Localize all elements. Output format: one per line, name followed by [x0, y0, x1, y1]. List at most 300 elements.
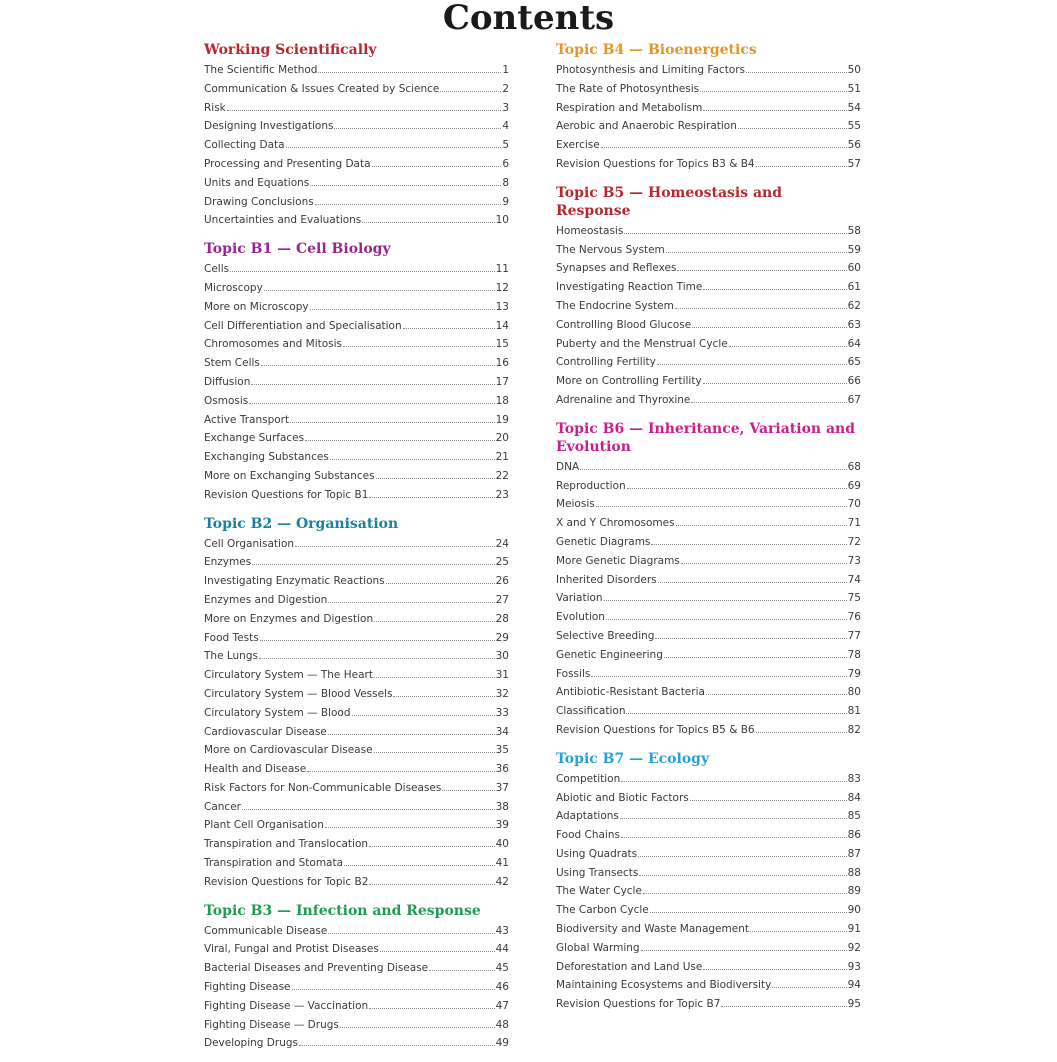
contents-entry [204, 704, 509, 723]
contents-entry [556, 789, 861, 808]
dot-leader [362, 222, 494, 223]
contents-entry [556, 627, 861, 646]
dot-leader [374, 621, 495, 622]
contents-entry [556, 683, 861, 702]
entry-page-number: 71 [847, 517, 861, 530]
dot-leader [369, 1008, 494, 1009]
entry-page-number: 12 [495, 281, 509, 294]
contents-entry [556, 845, 861, 864]
dot-leader [621, 837, 847, 838]
dot-leader [227, 110, 502, 111]
entry-page-number: 13 [495, 300, 509, 313]
contents-entry [204, 354, 509, 373]
dot-leader [334, 128, 501, 129]
contents-section [556, 40, 861, 174]
contents-section [556, 749, 861, 1014]
entry-page-number: 38 [495, 800, 509, 813]
entry-title: Chromosomes and Mitosis [204, 338, 343, 351]
contents-entry [204, 1016, 509, 1035]
contents-section [204, 239, 509, 504]
dot-leader [325, 827, 495, 828]
contents-entry [556, 477, 861, 496]
dot-leader [442, 790, 494, 791]
entry-page-number: 31 [495, 669, 509, 682]
contents-entry [204, 760, 509, 779]
dot-leader [340, 1027, 495, 1028]
dot-leader [691, 402, 846, 403]
entry-title: Biodiversity and Waste Management [556, 923, 749, 936]
entry-title: Collecting Data [204, 139, 285, 152]
entry-page-number: 2 [502, 82, 509, 95]
entry-page-number: 35 [495, 744, 509, 757]
entry-title: DNA [556, 460, 580, 473]
entry-page-number: 44 [495, 943, 509, 956]
entry-page-number: 29 [495, 631, 509, 644]
entry-title: Evolution [556, 611, 605, 624]
contents-entry [204, 629, 509, 648]
entry-title: More on Cardiovascular Disease [204, 744, 373, 757]
dot-leader [700, 91, 847, 92]
entry-page-number: 39 [495, 819, 509, 832]
entry-title: Microscopy [204, 281, 263, 294]
entry-page-number: 32 [495, 687, 509, 700]
entry-page-number: 84 [847, 791, 861, 804]
dot-leader [264, 290, 495, 291]
entry-title: Transpiration and Translocation [204, 838, 369, 851]
entry-title: The Lungs [204, 650, 258, 663]
contents-entry [204, 591, 509, 610]
entry-page-number: 9 [502, 195, 509, 208]
dot-leader [643, 893, 847, 894]
entry-title: Communication & Issues Created by Science [204, 82, 440, 95]
dot-leader [260, 640, 495, 641]
dot-leader [703, 383, 847, 384]
contents-entry [204, 136, 509, 155]
contents-entry [204, 685, 509, 704]
section-heading: Topic B4 — Bioenergetics [556, 42, 757, 58]
contents-entry [556, 665, 861, 684]
contents-entry [556, 958, 861, 977]
entry-title: Circulatory System — Blood Vessels [204, 687, 393, 700]
entry-title: Using Quadrats [556, 847, 638, 860]
dot-leader [706, 694, 847, 695]
entry-page-number: 73 [847, 554, 861, 567]
dot-leader [676, 525, 847, 526]
contents-entry [556, 702, 861, 721]
dot-leader [601, 147, 847, 148]
entry-page-number: 83 [847, 772, 861, 785]
dot-leader [374, 752, 495, 753]
entry-title: Designing Investigations [204, 120, 334, 133]
contents-entry [556, 826, 861, 845]
entry-title: Plant Cell Organisation [204, 819, 324, 832]
contents-entry [556, 353, 861, 372]
entry-title: Fossils [556, 667, 591, 680]
entry-title: Fighting Disease — Vaccination [204, 999, 369, 1012]
entry-title: Osmosis [204, 394, 249, 407]
dot-leader [369, 497, 494, 498]
contents-entry [204, 80, 509, 99]
contents-entry [204, 553, 509, 572]
contents-entry [204, 211, 509, 230]
contents-entry [204, 854, 509, 873]
dot-leader [641, 950, 847, 951]
contents-entry [556, 222, 861, 241]
dot-leader [315, 204, 502, 205]
dot-leader [328, 602, 494, 603]
contents-section [204, 40, 509, 230]
entry-page-number: 95 [847, 998, 861, 1011]
entry-title: More Genetic Diagrams [556, 554, 680, 567]
entry-title: The Water Cycle [556, 885, 642, 898]
entry-title: Aerobic and Anaerobic Respiration [556, 120, 737, 133]
entry-page-number: 74 [847, 573, 861, 586]
dot-leader [772, 987, 846, 988]
contents-entry [204, 610, 509, 629]
entry-page-number: 94 [847, 979, 861, 992]
dot-leader [651, 544, 846, 545]
entry-page-number: 21 [495, 451, 509, 464]
entry-page-number: 42 [495, 875, 509, 888]
dot-leader [307, 771, 494, 772]
entry-title: Using Transects [556, 866, 639, 879]
entry-title: Genetic Diagrams [556, 535, 651, 548]
dot-leader [286, 147, 502, 148]
entry-title: Cell Differentiation and Specialisation [204, 319, 402, 332]
dot-leader [369, 884, 494, 885]
entry-title: Adrenaline and Thyroxine [556, 393, 691, 406]
contents-entry [556, 721, 861, 740]
contents-entry [204, 61, 509, 80]
dot-leader [230, 271, 495, 272]
contents-entry [204, 260, 509, 279]
contents-entry [204, 467, 509, 486]
contents-entry [556, 61, 861, 80]
entry-page-number: 79 [847, 667, 861, 680]
entry-title: Transpiration and Stomata [204, 857, 344, 870]
entry-page-number: 25 [495, 556, 509, 569]
contents-entry [556, 864, 861, 883]
dot-leader [620, 818, 847, 819]
entry-title: Cells [204, 263, 230, 276]
entry-title: Risk Factors for Non-Communicable Diseases [204, 781, 442, 794]
entry-page-number: 41 [495, 857, 509, 870]
dot-leader [746, 72, 847, 73]
contents-entry [204, 335, 509, 354]
entry-title: Revision Questions for Topic B1 [204, 488, 369, 501]
entry-page-number: 40 [495, 838, 509, 851]
entry-title: Meiosis [556, 498, 595, 511]
entry-page-number: 66 [847, 375, 861, 388]
entry-title: The Endocrine System [556, 299, 674, 312]
entry-page-number: 16 [495, 357, 509, 370]
entry-title: Inherited Disorders [556, 573, 657, 586]
contents-section [556, 183, 861, 410]
entry-page-number: 10 [495, 214, 509, 227]
entry-title: Genetic Engineering [556, 648, 663, 661]
entry-page-number: 8 [502, 176, 509, 189]
contents-entry [556, 80, 861, 99]
entry-title: Reproduction [556, 479, 626, 492]
dot-leader [666, 252, 847, 253]
dot-leader [251, 384, 494, 385]
dot-leader [639, 875, 846, 876]
dot-leader [252, 564, 494, 565]
contents-entry [204, 193, 509, 212]
contents-entry [556, 589, 861, 608]
entry-page-number: 81 [847, 705, 861, 718]
entry-title: Classification [556, 705, 626, 718]
dot-leader [295, 546, 495, 547]
dot-leader [261, 365, 495, 366]
dot-leader [657, 364, 847, 365]
entry-title: Cardiovascular Disease [204, 725, 327, 738]
entry-page-number: 64 [847, 337, 861, 350]
dot-leader [681, 563, 847, 564]
entry-page-number: 36 [495, 763, 509, 776]
contents-entry [556, 514, 861, 533]
entry-page-number: 86 [847, 829, 861, 842]
entry-page-number: 87 [847, 847, 861, 860]
entry-page-number: 60 [847, 262, 861, 275]
entry-page-number: 92 [847, 941, 861, 954]
entry-page-number: 51 [847, 82, 861, 95]
entry-page-number: 68 [847, 460, 861, 473]
entry-title: Uncertainties and Evaluations [204, 214, 362, 227]
entry-title: Drawing Conclusions [204, 195, 314, 208]
dot-leader [305, 440, 495, 441]
contents-entry [556, 278, 861, 297]
entry-title: Respiration and Metabolism [556, 101, 703, 114]
section-heading: Topic B6 — Inheritance, Variation and Evolution [556, 420, 856, 455]
contents-entry [556, 807, 861, 826]
dot-leader [692, 327, 846, 328]
entry-page-number: 47 [495, 999, 509, 1012]
contents-entry [556, 571, 861, 590]
contents-entry [204, 535, 509, 554]
entry-page-number: 45 [495, 962, 509, 975]
dot-leader [299, 1045, 495, 1046]
entry-page-number: 1 [502, 64, 509, 76]
entry-title: Communicable Disease [204, 924, 328, 937]
section-heading: Topic B5 — Homeostasis and Response [556, 184, 783, 219]
entry-page-number: 56 [847, 139, 861, 152]
entry-title: Maintaining Ecosystems and Biodiversity [556, 979, 772, 992]
dot-leader [343, 346, 495, 347]
contents-entry [556, 976, 861, 995]
entry-title: Food Tests [204, 631, 259, 644]
dot-leader [703, 110, 846, 111]
dot-leader [318, 72, 501, 73]
entry-title: Investigating Enzymatic Reactions [204, 575, 385, 588]
entry-page-number: 69 [847, 479, 861, 492]
section-heading: Topic B1 — Cell Biology [204, 241, 391, 258]
dot-leader [372, 166, 502, 167]
contents-entry [204, 174, 509, 193]
entry-page-number: 48 [495, 1018, 509, 1031]
contents-entry [204, 723, 509, 742]
entry-title: Revision Questions for Topics B5 & B6 [556, 723, 755, 736]
dot-leader [675, 308, 847, 309]
entry-page-number: 82 [847, 723, 861, 736]
contents-entry [204, 486, 509, 505]
entry-title: Enzymes [204, 556, 252, 569]
entry-page-number: 22 [495, 469, 509, 482]
entry-title: More on Enzymes and Digestion [204, 612, 374, 625]
entry-title: Cancer [204, 800, 241, 813]
contents-column-left [204, 40, 509, 1062]
dot-leader [638, 856, 847, 857]
entry-page-number: 37 [495, 781, 509, 794]
entry-title: Photosynthesis and Limiting Factors [556, 64, 746, 76]
dot-leader [655, 638, 846, 639]
entry-title: Exercise [556, 139, 600, 152]
entry-page-number: 55 [847, 120, 861, 133]
dot-leader [310, 309, 495, 310]
entry-page-number: 17 [495, 375, 509, 388]
contents-entry [556, 391, 861, 410]
entry-page-number: 5 [502, 139, 509, 152]
entry-title: Selective Breeding [556, 629, 655, 642]
section-heading: Topic B2 — Organisation [204, 515, 399, 532]
entry-title: Processing and Presenting Data [204, 157, 371, 170]
dot-leader [606, 619, 847, 620]
entry-page-number: 49 [495, 1037, 509, 1050]
contents-entry [556, 259, 861, 278]
contents-entry [204, 940, 509, 959]
dot-leader [721, 1006, 846, 1007]
entry-page-number: 78 [847, 648, 861, 661]
dot-leader [626, 713, 846, 714]
dot-leader [369, 846, 495, 847]
dot-leader [242, 809, 495, 810]
dot-leader [621, 781, 846, 782]
entry-page-number: 19 [495, 413, 509, 426]
contents-entry [204, 117, 509, 136]
entry-title: Enzymes and Digestion [204, 593, 328, 606]
entry-title: Fighting Disease — Drugs [204, 1018, 339, 1031]
contents-entry [556, 372, 861, 391]
dot-leader [604, 600, 847, 601]
entry-title: More on Microscopy [204, 300, 309, 313]
contents-entry [204, 392, 509, 411]
entry-title: Revision Questions for Topics B3 & B4 [556, 157, 755, 170]
contents-entry [204, 816, 509, 835]
dot-leader [290, 422, 495, 423]
contents-entry [204, 373, 509, 392]
dot-leader [352, 715, 495, 716]
dot-leader [596, 506, 847, 507]
contents-entry [556, 458, 861, 477]
entry-title: Deforestation and Land Use [556, 960, 703, 973]
entry-page-number: 23 [495, 488, 509, 501]
entry-title: Diffusion [204, 375, 251, 388]
entry-title: Variation [556, 592, 603, 605]
entry-title: Cell Organisation [204, 537, 295, 550]
entry-page-number: 62 [847, 299, 861, 312]
contents-entry [204, 411, 509, 430]
section-heading: Topic B3 — Infection and Response [204, 902, 481, 919]
section-heading: Working Scientifically [204, 42, 377, 58]
contents-entry [204, 873, 509, 892]
entry-page-number: 46 [495, 981, 509, 994]
entry-title: Investigating Reaction Time [556, 281, 703, 294]
dot-leader [729, 346, 847, 347]
entry-page-number: 30 [495, 650, 509, 663]
entry-page-number: 26 [495, 575, 509, 588]
contents-entry [556, 155, 861, 174]
dot-leader [690, 800, 847, 801]
contents-entry [556, 608, 861, 627]
dot-leader [393, 696, 494, 697]
entry-title: Health and Disease [204, 763, 307, 776]
contents-entry [556, 552, 861, 571]
entry-title: Bacterial Diseases and Preventing Disease [204, 962, 429, 975]
dot-leader [703, 969, 846, 970]
dot-leader [374, 677, 495, 678]
entry-title: More on Controlling Fertility [556, 375, 702, 388]
entry-page-number: 57 [847, 157, 861, 170]
contents-entry [204, 997, 509, 1016]
dot-leader [750, 931, 847, 932]
entry-page-number: 6 [502, 157, 509, 170]
dot-leader [677, 270, 846, 271]
entry-title: X and Y Chromosomes [556, 517, 675, 530]
contents-entry [204, 978, 509, 997]
entry-title: Active Transport [204, 413, 290, 426]
contents-column-right [556, 40, 861, 1023]
entry-page-number: 88 [847, 866, 861, 879]
contents-entry [556, 995, 861, 1014]
entry-title: The Scientific Method [204, 64, 318, 76]
entry-title: Global Warming [556, 941, 640, 954]
contents-entry [204, 666, 509, 685]
dot-leader [292, 989, 495, 990]
dot-leader [580, 469, 847, 470]
contents-entry [204, 798, 509, 817]
contents-entry [204, 429, 509, 448]
entry-title: Adaptations [556, 810, 619, 823]
entry-page-number: 58 [847, 224, 861, 237]
contents-entry [204, 647, 509, 666]
contents-entry [204, 835, 509, 854]
entry-page-number: 80 [847, 686, 861, 699]
contents-entry [556, 533, 861, 552]
entry-page-number: 54 [847, 101, 861, 114]
entry-page-number: 89 [847, 885, 861, 898]
entry-page-number: 70 [847, 498, 861, 511]
entry-title: More on Exchanging Substances [204, 469, 375, 482]
contents-entry [556, 939, 861, 958]
entry-title: Fighting Disease [204, 981, 291, 994]
entry-page-number: 4 [502, 120, 509, 133]
entry-page-number: 77 [847, 629, 861, 642]
dot-leader [756, 166, 847, 167]
entry-page-number: 24 [495, 537, 509, 550]
entry-page-number: 33 [495, 706, 509, 719]
contents-entry [204, 1034, 509, 1053]
entry-title: Developing Drugs [204, 1037, 298, 1050]
entry-page-number: 34 [495, 725, 509, 738]
dot-leader [664, 657, 847, 658]
contents-entry [204, 317, 509, 336]
contents-entry [204, 779, 509, 798]
page-title: Contents [442, 0, 615, 38]
contents-entry [204, 572, 509, 591]
entry-page-number: 65 [847, 356, 861, 369]
dot-leader [756, 732, 847, 733]
entry-title: Circulatory System — The Heart [204, 669, 373, 682]
